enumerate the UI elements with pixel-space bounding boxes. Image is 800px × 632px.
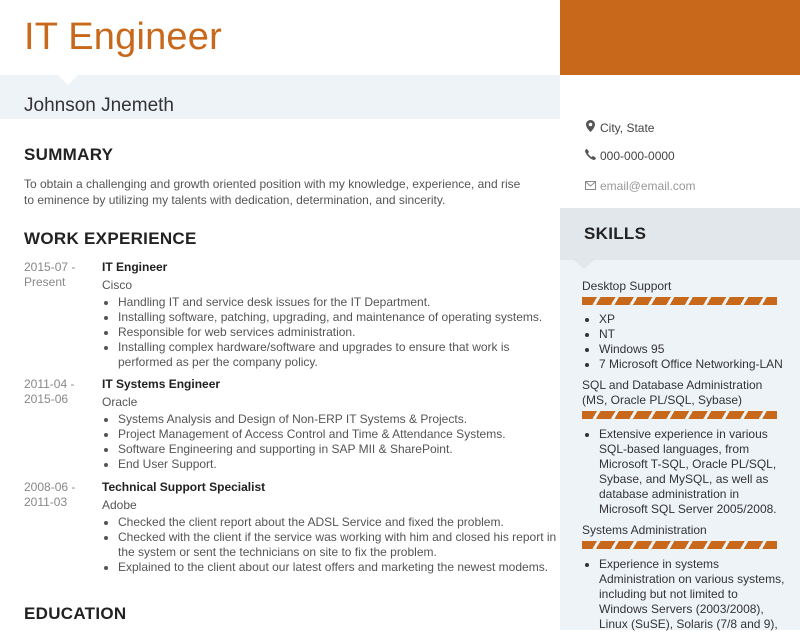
- phone-icon: [584, 149, 596, 165]
- skill-details: [582, 312, 789, 372]
- job-company: Oracle: [102, 395, 138, 409]
- map-pin-icon: [584, 120, 596, 137]
- skill-level-bar: [582, 541, 777, 549]
- skill-detail: • NT: [599, 327, 789, 342]
- envelope-icon: [584, 180, 596, 195]
- job-bullet: • End User Support.: [118, 457, 558, 472]
- job-title: IT Systems Engineer: [102, 377, 221, 391]
- contact-email[interactable]: [584, 179, 696, 195]
- job-bullets: [102, 295, 558, 370]
- job-bullet: • Handling IT and service desk issues for the IT Department.: [118, 295, 558, 310]
- skill-detail: • Windows 95: [599, 342, 789, 357]
- job-company: Cisco: [102, 278, 133, 292]
- resume-title: IT Engineer: [24, 16, 222, 58]
- contact-phone: [584, 149, 675, 165]
- job-bullet: • Checked the client report about the ADSL Service and fixed the problem.: [118, 515, 558, 530]
- summary-text: To obtain a challenging and growth oriented position with my knowledge, experience, and rise to eminence by utilizing my talents with dedication, determination, and sincerity.: [24, 177, 521, 207]
- location-text: City, State: [600, 121, 655, 135]
- job-bullet: • Project Management of Access Control and Time & Attendance Systems.: [118, 427, 558, 442]
- work-experience-heading: WORK EXPERIENCE: [24, 229, 197, 248]
- job-bullet: • Responsible for web services administration.: [118, 325, 558, 340]
- job-company: Adobe: [102, 498, 137, 512]
- skill-detail: • 7 Microsoft Office Networking-LAN: [599, 357, 789, 372]
- skills-heading: SKILLS: [584, 224, 647, 243]
- skill-level-bar: [582, 297, 777, 305]
- candidate-name: Johnson Jnemeth: [24, 95, 174, 116]
- job-title: IT Engineer: [102, 260, 168, 274]
- skill-details: [582, 427, 789, 517]
- job-title: Technical Support Specialist: [102, 480, 266, 494]
- summary-heading: SUMMARY: [24, 145, 114, 164]
- job-bullets: [102, 515, 558, 575]
- job-bullet: • Systems Analysis and Design of Non-ERP IT Systems & Projects.: [118, 412, 558, 427]
- skill-name: SQL and Database Administration (MS, Oracle PL/SQL, Sybase): [582, 378, 763, 407]
- sidebar: [560, 0, 800, 630]
- job-bullet: • Software Engineering and supporting in SAP MII & SharePoint.: [118, 442, 558, 457]
- contact-block: [560, 75, 800, 208]
- sidebar-accent-block: [560, 0, 800, 75]
- skill-details: [582, 557, 789, 632]
- skill-name: Desktop Support: [582, 279, 672, 293]
- skill-detail: • Experience in systems Administration on various systems, including but not limited to Windows Servers (2003/2008), Linux (SuSE), Solaris (7/8 and 9),: [599, 557, 789, 632]
- phone-text: 000-000-0000: [600, 149, 675, 163]
- job-bullet: • Explained to the client about our latest offers and marketing the newest modems.: [118, 560, 558, 575]
- skill-detail: • XP: [599, 312, 789, 327]
- band-notch: [574, 260, 594, 269]
- skill-name: Systems Administration: [582, 523, 707, 537]
- job-bullet: • Checked with the client if the service was working with him and closed his report in the system or sent the technicians on site to fix the problem.: [118, 530, 558, 560]
- job-bullet: • Installing complex hardware/software and upgrades to ensure that work is performed as per the company policy.: [118, 340, 558, 370]
- email-link[interactable]: email@email.com: [600, 179, 696, 193]
- job-bullet: • Installing software, patching, upgrading, and maintenance of operating systems.: [118, 310, 558, 325]
- job-bullets: [102, 412, 558, 472]
- contact-location: [584, 120, 654, 137]
- skill-level-bar: [582, 411, 777, 419]
- job-dates: 2011-04 - 2015-06: [24, 377, 75, 406]
- skill-detail: • Extensive experience in various SQL-based languages, from Microsoft T-SQL, Oracle PL/SQL, Sybase, and MySQL, as well as database administration in Microsoft SQL Server 2005/2008.: [599, 427, 789, 517]
- band-notch: [58, 75, 78, 85]
- education-heading: EDUCATION: [24, 604, 127, 623]
- job-dates: 2008-06 - 2011-03: [24, 480, 76, 509]
- job-dates: 2015-07 - Present: [24, 260, 76, 289]
